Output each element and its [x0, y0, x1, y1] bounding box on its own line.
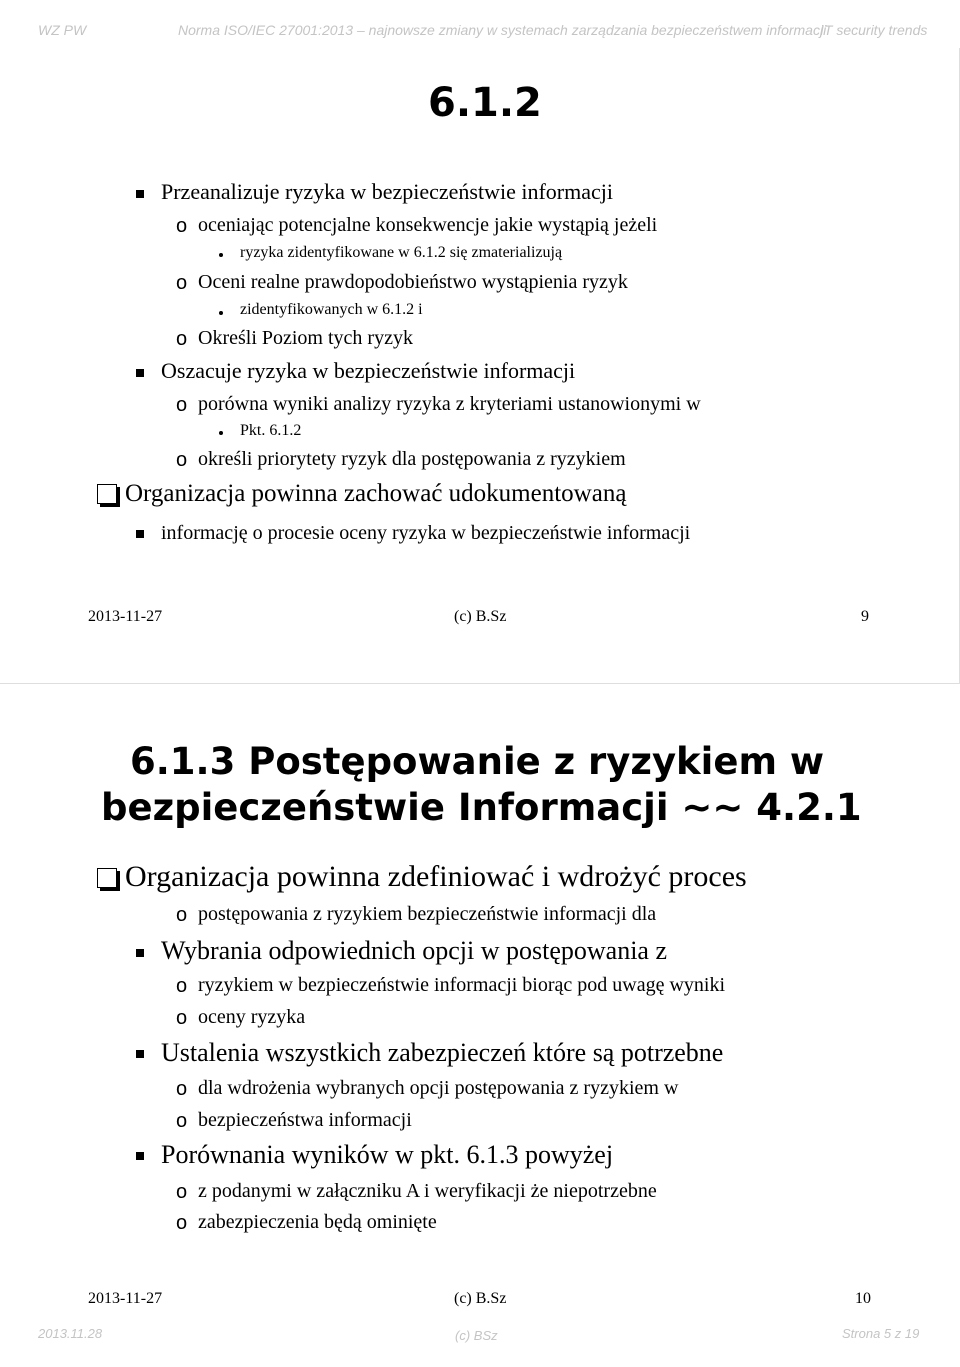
list-item: postępowania z ryzykiem bezpieczeństwie informacji dla — [198, 903, 657, 925]
circle-bullet-icon: o — [176, 449, 188, 471]
page-footer-page-number: Strona 5 z 19 — [842, 1326, 920, 1341]
slide-10 — [0, 684, 960, 1324]
slide-title-line2: bezpieczeństwie Informacji ~~ 4.2.1 — [101, 786, 862, 829]
list-item: Porównania wyników w pkt. 6.1.3 powyżej — [161, 1140, 614, 1169]
list-item: oceniając potencjalne konsekwencje jakie wystąpią jeżeli — [198, 214, 658, 236]
circle-bullet-icon: o — [176, 1212, 188, 1234]
dot-bullet-icon — [219, 253, 223, 257]
circle-bullet-icon: o — [176, 975, 188, 997]
square-bullet-icon — [136, 190, 144, 198]
page-footer-author: (c) BSz — [455, 1328, 498, 1343]
dot-bullet-icon — [219, 311, 223, 315]
list-item: określi priorytety ryzyk dla postępowania z ryzykiem — [198, 448, 626, 470]
square-bullet-icon — [136, 1152, 144, 1160]
checkbox-bullet-icon — [97, 868, 117, 888]
list-item: zabezpieczenia będą ominięte — [198, 1211, 437, 1233]
list-item: Oceni realne prawdopodobieństwo wystąpienia ryzyk — [198, 271, 628, 293]
slide-9 — [0, 48, 960, 684]
list-item: ryzykiem w bezpieczeństwie informacji biorąc pod uwagę wyniki — [198, 974, 726, 996]
slide-footer-date: 2013-11-27 — [88, 608, 163, 625]
list-item: Określi Poziom tych ryzyk — [198, 327, 413, 349]
header-right: IT security trends — [820, 22, 928, 38]
circle-bullet-icon: o — [176, 394, 188, 416]
square-bullet-icon — [136, 949, 144, 957]
circle-bullet-icon: o — [176, 1110, 188, 1132]
header-title: Norma ISO/IEC 27001:2013 – najnowsze zmiany w systemach zarządzania bezpieczeństwem informacji — [178, 22, 827, 38]
list-item: z podanymi w załączniku A i weryfikacji że niepotrzebne — [198, 1180, 657, 1202]
list-item: Pkt. 6.1.2 — [240, 422, 302, 439]
slide-title: 6.1.2 — [428, 80, 542, 126]
slide-footer-author: (c) B.Sz — [454, 1290, 507, 1307]
list-item: informację o procesie oceny ryzyka w bezpieczeństwie informacji — [161, 522, 691, 544]
list-item: Oszacuje ryzyka w bezpieczeństwie informacji — [161, 358, 576, 383]
list-item: Organizacja powinna zdefiniować i wdrożyć proces — [125, 860, 747, 893]
square-bullet-icon — [136, 1050, 144, 1058]
checkbox-bullet-icon — [97, 484, 117, 504]
slide-footer-author: (c) B.Sz — [454, 608, 507, 625]
slide-footer-date: 2013-11-27 — [88, 1290, 163, 1307]
list-item: zidentyfikowanych w 6.1.2 i — [240, 301, 423, 318]
circle-bullet-icon: o — [176, 1181, 188, 1203]
list-item: Przeanalizuje ryzyka w bezpieczeństwie informacji — [161, 179, 613, 204]
list-item: ryzyka zidentyfikowane w 6.1.2 się zmaterializują — [240, 244, 563, 261]
list-item: oceny ryzyka — [198, 1006, 306, 1028]
list-item: Organizacja powinna zachować udokumentowaną — [125, 480, 627, 507]
circle-bullet-icon: o — [176, 1078, 188, 1100]
list-item: dla wdrożenia wybranych opcji postępowania z ryzykiem w — [198, 1077, 679, 1099]
list-item: bezpieczeństwa informacji — [198, 1109, 412, 1131]
slide-footer-page: 10 — [855, 1290, 871, 1307]
list-item: Ustalenia wszystkich zabezpieczeń które są potrzebne — [161, 1038, 724, 1067]
slide-title-line1: 6.1.3 Postępowanie z ryzykiem w — [130, 740, 825, 783]
dot-bullet-icon — [219, 431, 223, 435]
circle-bullet-icon: o — [176, 215, 188, 237]
slide-footer-page: 9 — [861, 608, 869, 625]
header-left: WZ PW — [38, 22, 87, 38]
circle-bullet-icon: o — [176, 272, 188, 294]
square-bullet-icon — [136, 530, 144, 538]
circle-bullet-icon: o — [176, 904, 188, 926]
list-item: Wybrania odpowiednich opcji w postępowania z — [161, 936, 668, 965]
list-item: porówna wyniki analizy ryzyka z kryteriami ustanowionymi w — [198, 393, 701, 415]
circle-bullet-icon: o — [176, 1007, 188, 1029]
square-bullet-icon — [136, 369, 144, 377]
circle-bullet-icon: o — [176, 328, 188, 350]
page-footer-date: 2013.11.28 — [38, 1326, 103, 1341]
